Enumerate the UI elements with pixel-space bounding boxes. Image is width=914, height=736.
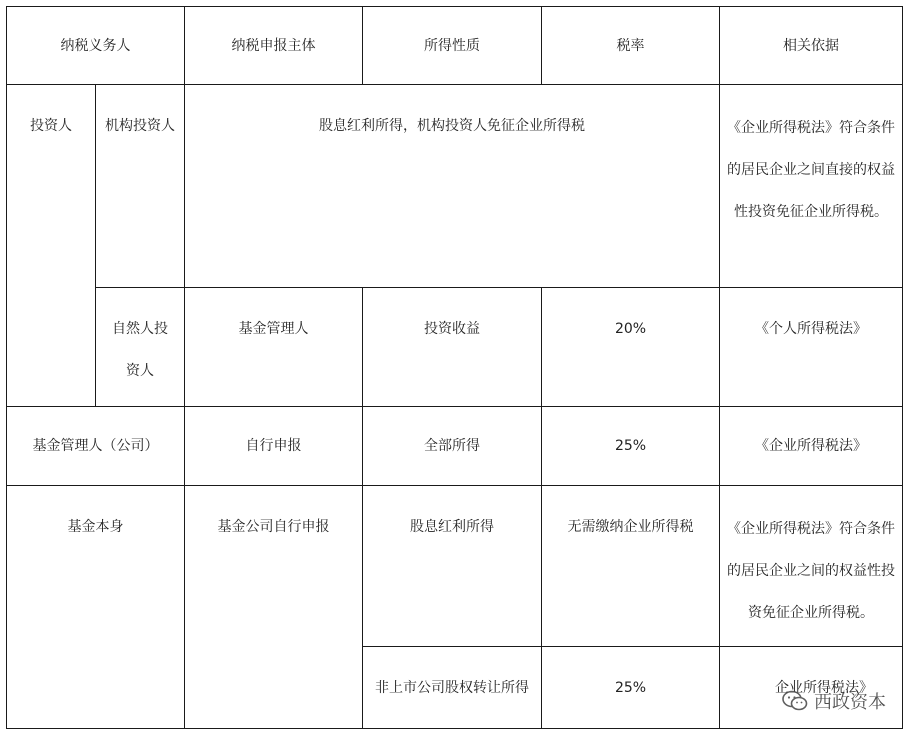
fund-cell: 基金本身 — [7, 486, 185, 729]
fund-equity-basis-cell: 企业所得税法》 — [720, 647, 903, 729]
header-rate: 税率 — [542, 7, 720, 85]
table-row — [7, 85, 903, 288]
investor-cell: 投资人 — [7, 85, 96, 407]
manager-filer-cell: 自行申报 — [185, 407, 363, 486]
fund-dividend-rate-cell: 无需缴纳企业所得税 — [542, 486, 720, 647]
tax-table — [6, 6, 903, 729]
fund-filer-cell: 基金公司自行申报 — [185, 486, 363, 729]
watermark — [782, 688, 886, 714]
manager-nature-cell: 全部所得 — [363, 407, 542, 486]
fund-dividend-basis-cell: 《企业所得税法》符合条件的居民企业之间的权益性投资免征企业所得税。 — [720, 486, 903, 647]
header-income-nature: 所得性质 — [363, 7, 542, 85]
table-row — [7, 486, 903, 647]
individual-investor-cell: 自然人投资人 — [96, 288, 185, 407]
fund-dividend-nature-cell: 股息红利所得 — [363, 486, 542, 647]
institutional-nature-cell: 股息红利所得，机构投资人免征企业所得税 — [185, 85, 720, 288]
individual-rate-cell: 20% — [542, 288, 720, 407]
wechat-icon — [782, 690, 808, 712]
individual-filer-cell: 基金管理人 — [185, 288, 363, 407]
watermark-text: 西政资本 — [814, 692, 886, 713]
individual-nature-cell: 投资收益 — [363, 288, 542, 407]
institutional-basis-cell: 《企业所得税法》符合条件的居民企业之间直接的权益性投资免征企业所得税。 — [720, 85, 903, 288]
fund-equity-rate-cell: 25% — [542, 647, 720, 729]
header-basis: 相关依据 — [720, 7, 903, 85]
manager-cell: 基金管理人（公司） — [7, 407, 185, 486]
institutional-investor-cell: 机构投资人 — [96, 85, 185, 288]
header-filer: 纳税申报主体 — [185, 7, 363, 85]
header-taxpayer: 纳税义务人 — [7, 7, 185, 85]
individual-basis-cell: 《个人所得税法》 — [720, 288, 903, 407]
fund-equity-nature-cell: 非上市公司股权转让所得 — [363, 647, 542, 729]
table-row — [7, 407, 903, 486]
table-row — [7, 288, 903, 407]
manager-rate-cell: 25% — [542, 407, 720, 486]
manager-basis-cell: 《企业所得税法》 — [720, 407, 903, 486]
header-row — [7, 7, 903, 85]
